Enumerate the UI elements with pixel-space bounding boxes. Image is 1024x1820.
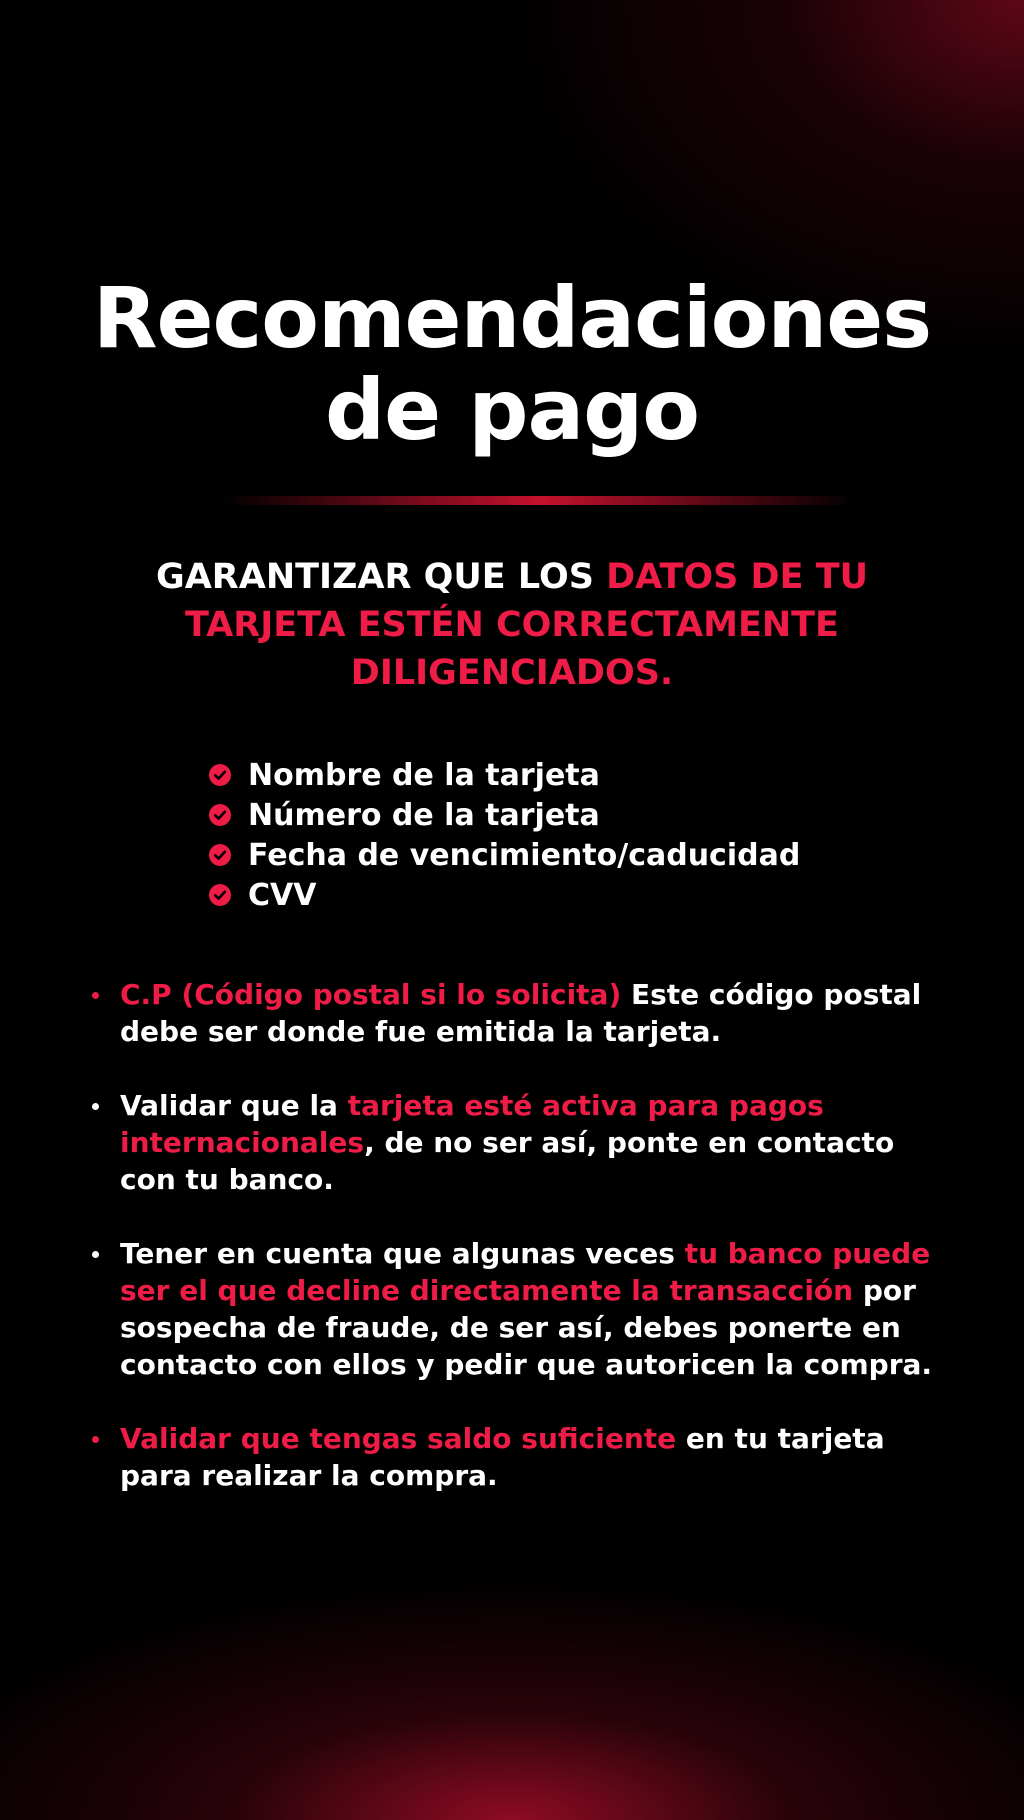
recommendation-bank-decline bbox=[92, 1235, 952, 1383]
recommendation-highlight: Validar que tengas saldo suficiente bbox=[120, 1422, 677, 1455]
headline-highlight-text: DATOS DE TU TARJETA ESTÉN CORRECTAMENTE DILIGENCIADOS. bbox=[185, 557, 868, 693]
checklist-item bbox=[209, 835, 800, 875]
card-data-checklist bbox=[209, 755, 800, 915]
checklist-item-label: Fecha de vencimiento/caducidad bbox=[248, 837, 801, 873]
recommendation-highlight: tu banco puede ser el que decline directamente la transacción bbox=[120, 1237, 931, 1307]
page-title-line-1: Recomendaciones bbox=[92, 269, 932, 367]
bullet-dot-icon bbox=[92, 1251, 99, 1258]
check-circle-icon bbox=[209, 764, 231, 786]
checklist-item-label: Número de la tarjeta bbox=[248, 797, 600, 833]
headline-white-text: GARANTIZAR QUE LOS bbox=[155, 557, 607, 597]
recommendation-highlight: C.P (Código postal si lo solicita) bbox=[120, 978, 622, 1011]
recommendation-international bbox=[92, 1087, 952, 1198]
check-circle-icon bbox=[209, 804, 231, 826]
headline bbox=[100, 553, 924, 697]
bullet-dot-icon bbox=[92, 992, 99, 999]
recommendation-text: en tu tarjeta para realizar la compra. bbox=[120, 1422, 885, 1492]
page-title bbox=[0, 269, 1024, 459]
title-divider bbox=[222, 496, 858, 505]
recommendation-text: Este código postal debe ser donde fue emitida la tarjeta. bbox=[120, 978, 922, 1048]
recommendation-postal-code bbox=[92, 976, 952, 1050]
checklist-item bbox=[209, 795, 800, 835]
recommendation-text: por sospecha de fraude, de ser así, debes ponerte en contacto con ellos y pedir que autoricen la compra. bbox=[120, 1274, 933, 1381]
check-circle-icon bbox=[209, 884, 231, 906]
checklist-item-label: Nombre de la tarjeta bbox=[248, 757, 600, 793]
checklist-item bbox=[209, 875, 800, 915]
checklist-item bbox=[209, 755, 800, 795]
bullet-dot-icon bbox=[92, 1436, 99, 1443]
check-circle-icon bbox=[209, 844, 231, 866]
page-title-line-2: de pago bbox=[325, 361, 699, 459]
bullet-dot-icon bbox=[92, 1103, 99, 1110]
recommendation-text: Validar que la bbox=[120, 1089, 348, 1122]
recommendation-list bbox=[92, 976, 952, 1494]
recommendation-balance bbox=[92, 1420, 952, 1494]
recommendation-text: , de no ser así, ponte en contacto con tu banco. bbox=[120, 1126, 895, 1196]
checklist-item-label: CVV bbox=[248, 877, 317, 913]
recommendation-text: Tener en cuenta que algunas veces bbox=[120, 1237, 685, 1270]
recommendation-highlight: tarjeta esté activa para pagos internacionales bbox=[120, 1089, 824, 1159]
